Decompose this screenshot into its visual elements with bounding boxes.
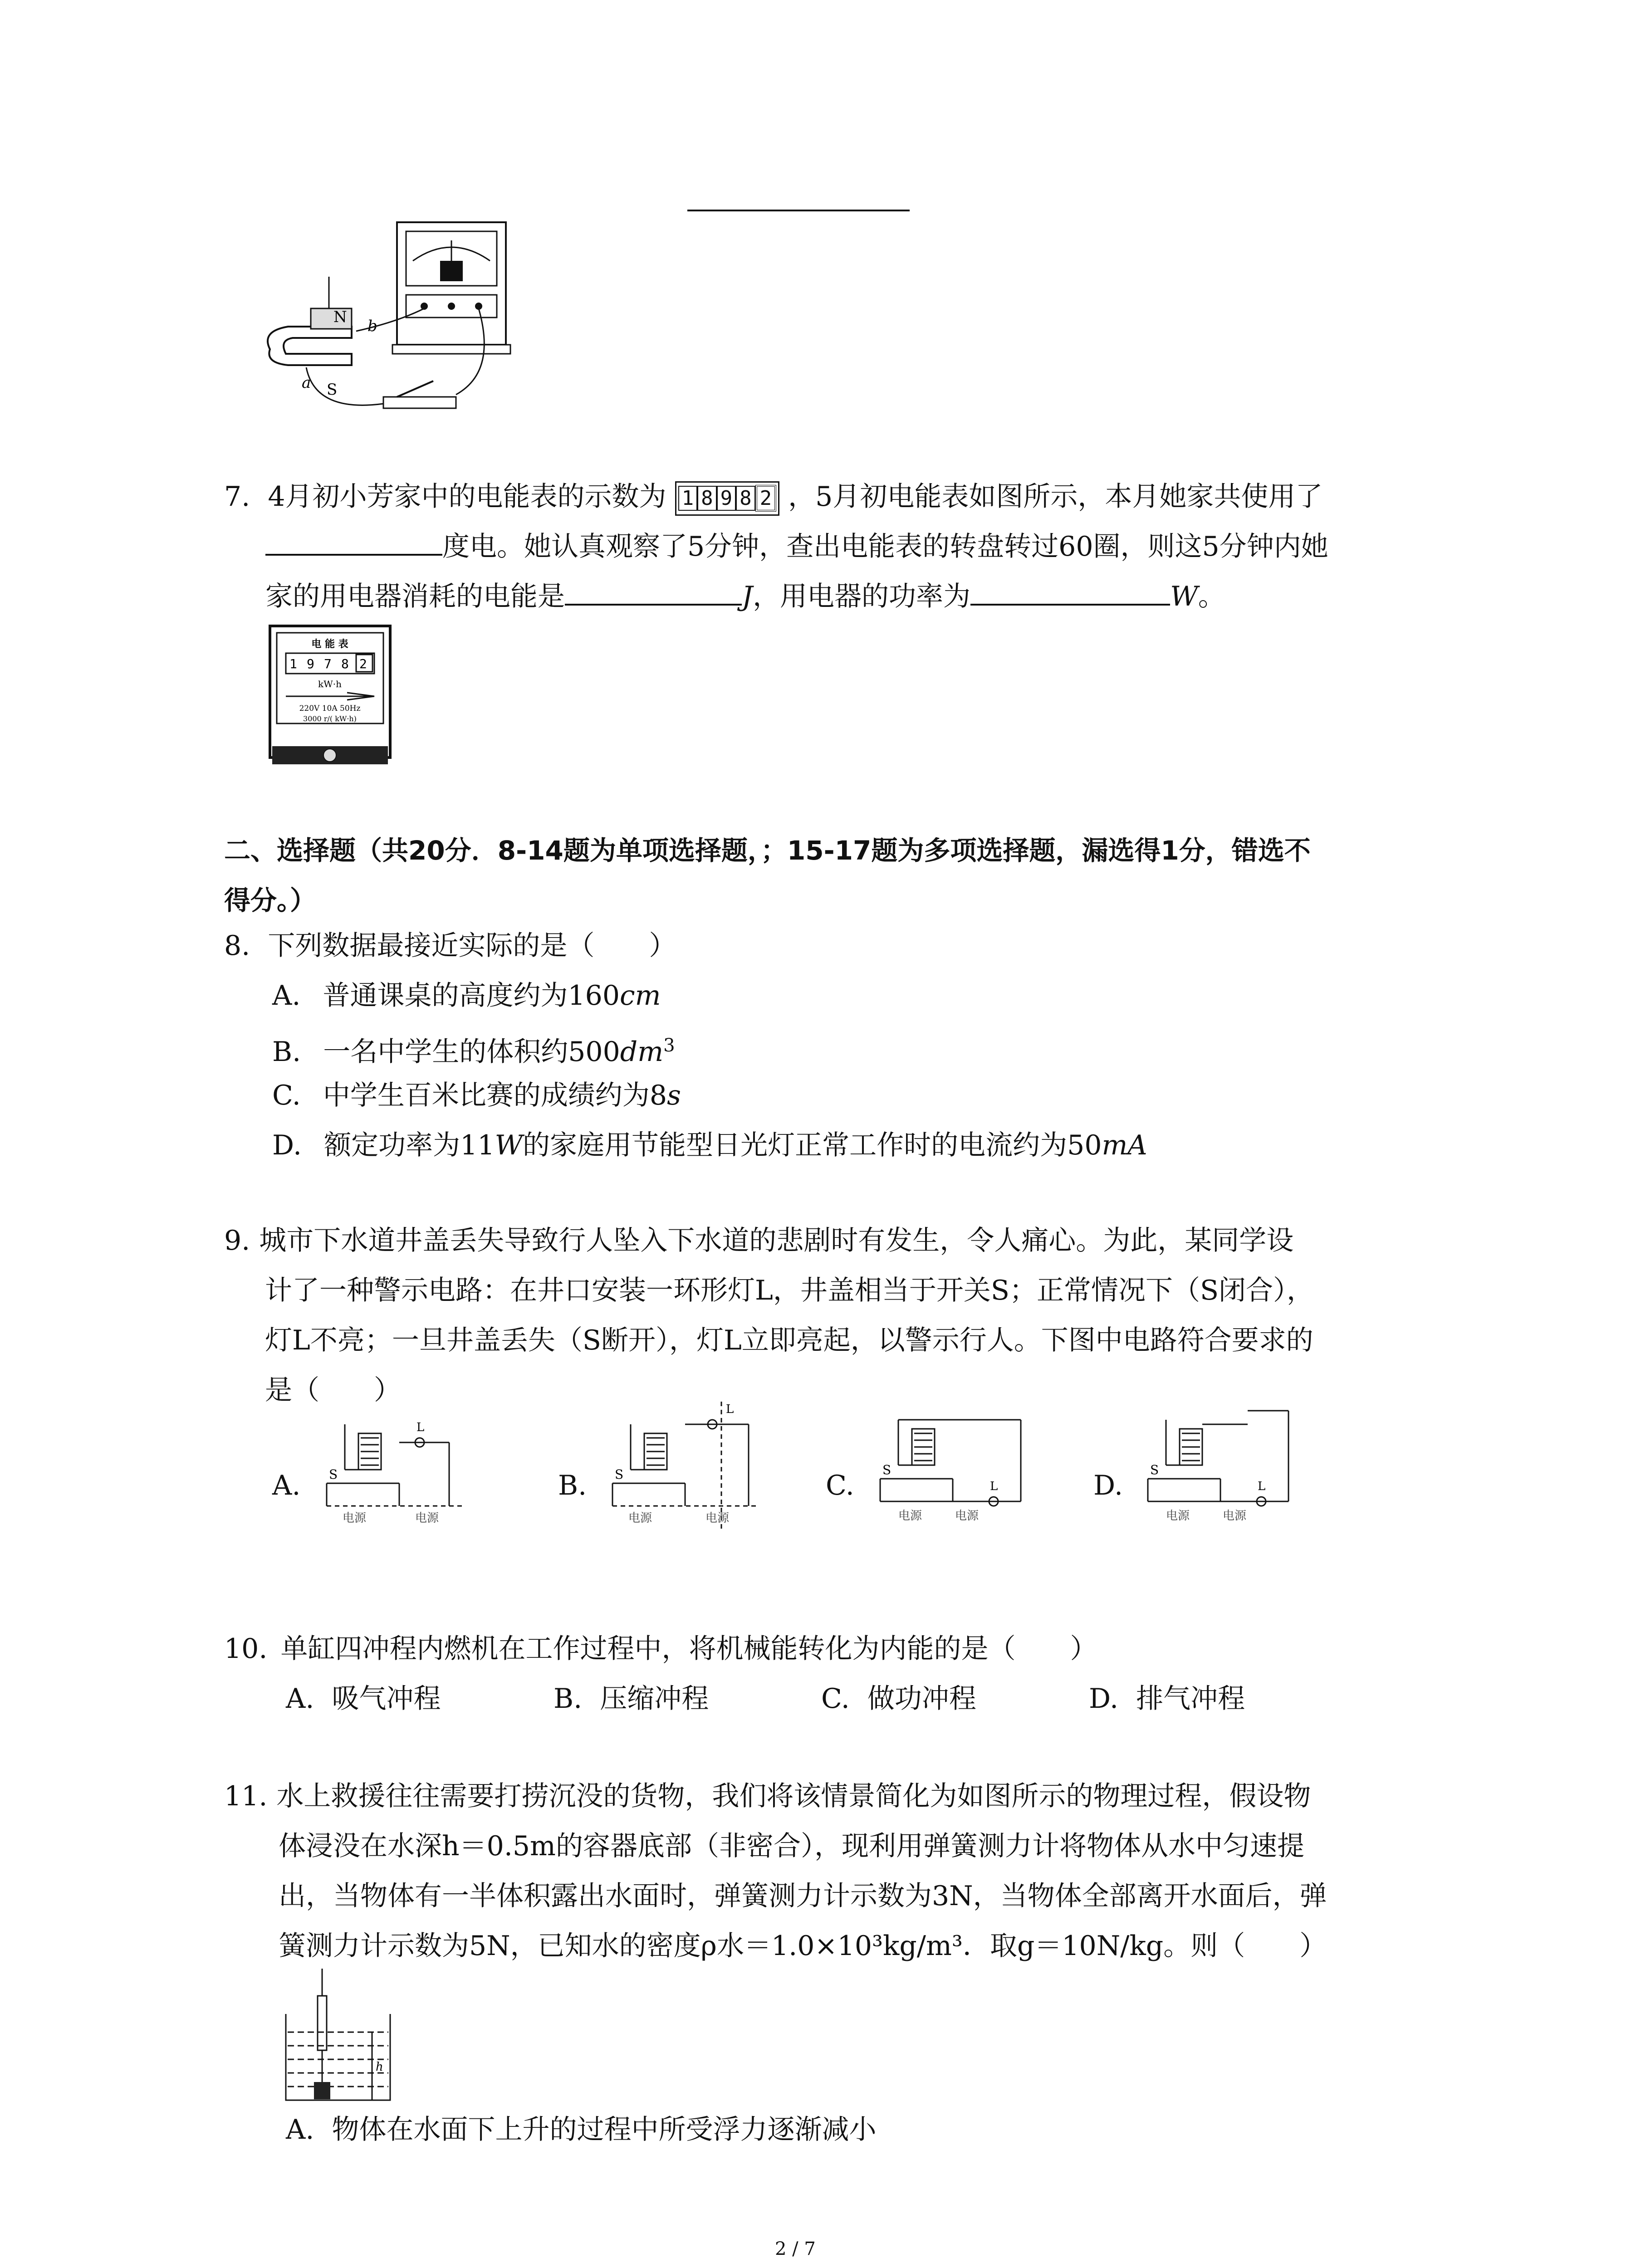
option-label: D. <box>272 1129 302 1161</box>
question-text: 4月初小芳家中的电能表的示数为 <box>268 481 666 513</box>
unit-label: cm <box>620 980 661 1012</box>
circuit-diagram-a <box>318 1415 481 1529</box>
question-number: 8. <box>224 930 250 962</box>
option-text: 物体在水面下上升的过程中所受浮力逐渐减小 <box>332 2114 877 2146</box>
meter-reading-inline <box>675 481 780 516</box>
container-spring-scale-figure <box>281 1969 399 2105</box>
option-d[interactable] <box>1089 1674 1245 1724</box>
option-c[interactable] <box>272 1070 681 1120</box>
circuit-diagram-c <box>871 1411 1034 1529</box>
meter-digit: 1 <box>678 486 698 511</box>
answer-blank-top <box>687 210 910 211</box>
question-text: 水上救援往往需要打捞沉没的货物，我们将该情景简化为如图所示的物理过程，假设物 <box>276 1780 1311 1812</box>
meter-digit: 8 <box>736 486 755 511</box>
power-source-label: 电源 <box>343 1511 367 1525</box>
question-text: ，用电器的功率为 <box>753 581 971 612</box>
wire-label-a: a <box>302 374 311 392</box>
power-source-label: 电源 <box>898 1509 922 1523</box>
option-text: 中学生百米比赛的成绩约为8 <box>323 1080 667 1111</box>
option-text: 压缩冲程 <box>600 1683 709 1715</box>
power-source-label: 电源 <box>955 1509 979 1523</box>
unit-label: W <box>1170 581 1198 612</box>
option-text: 做功冲程 <box>867 1683 976 1715</box>
option-label: D. <box>1089 1683 1119 1715</box>
power-source-label: 电源 <box>628 1511 652 1525</box>
unit-label: s <box>667 1080 681 1111</box>
question-text: 家的用电器消耗的电能是 <box>265 581 565 612</box>
question-text: 体浸没在水深h＝0.5m的容器底部（非密合），现利用弹簧测力计将物体从水中匀速提 <box>279 1830 1304 1862</box>
magnet-label-n: N <box>333 308 347 326</box>
option-a[interactable] <box>286 2105 876 2155</box>
meter-rate: 3000 r/( kW·h) <box>303 714 357 723</box>
meter-digit: 1 <box>289 656 297 671</box>
meter-digit-decimal: 2 <box>359 656 367 671</box>
question-number: 10. <box>224 1633 268 1665</box>
section-heading-line-1: 二、选择题（共20分．8-14题为单项选择题，；15-17题为多项选择题，漏选得1分，错选不 <box>224 835 1311 866</box>
option-c[interactable] <box>821 1674 976 1724</box>
question-number: 7. <box>224 481 250 513</box>
question-10 <box>224 1624 1097 1674</box>
electric-meter-figure <box>268 624 392 771</box>
unit-label: dm <box>620 1036 664 1068</box>
unit-label: W <box>495 1129 523 1161</box>
switch-label: S <box>329 1467 338 1482</box>
lamp-label: L <box>990 1480 998 1493</box>
depth-label: h <box>376 2060 383 2074</box>
option-label: B. <box>554 1683 583 1715</box>
power-source-label: 电源 <box>415 1511 439 1525</box>
meter-digit-decimal: 2 <box>755 485 777 512</box>
unit-label: mA <box>1102 1129 1147 1161</box>
circuit-option-b-label[interactable]: B. <box>558 1470 587 1501</box>
question-7-line-1 <box>224 472 1323 522</box>
answer-blank[interactable] <box>970 577 1170 606</box>
meter-digit: 8 <box>697 486 717 511</box>
meter-digit: 7 <box>324 656 332 671</box>
answer-blank[interactable] <box>265 527 442 556</box>
power-source-label: 电源 <box>1223 1509 1247 1523</box>
option-d[interactable] <box>272 1120 1147 1170</box>
question-11 <box>224 1771 1327 1971</box>
lamp-label: L <box>1258 1480 1266 1493</box>
page-number: 2 / 7 <box>775 2239 816 2259</box>
option-text: 吸气冲程 <box>332 1683 441 1715</box>
circuit-diagram-d <box>1139 1406 1302 1529</box>
question-number: 11. <box>224 1780 268 1812</box>
power-source-label: 电源 <box>705 1511 730 1525</box>
meter-digit: 9 <box>307 656 314 671</box>
option-text: 的家庭用节能型日光灯正常工作时的电流约为50 <box>523 1129 1102 1161</box>
wire-label-b: b <box>367 317 377 335</box>
option-text: 排气冲程 <box>1136 1683 1245 1715</box>
switch-label: S <box>615 1467 624 1482</box>
option-text: 一名中学生的体积约500 <box>323 1036 620 1068</box>
magnet-label-s: S <box>327 381 338 399</box>
circuit-option-a-label[interactable]: A. <box>272 1470 301 1501</box>
option-label: C. <box>821 1683 850 1715</box>
meter-specs: 220V 10A 50Hz <box>299 704 361 713</box>
question-7-line-2 <box>265 522 1328 572</box>
switch-label: S <box>882 1462 892 1477</box>
question-text: 度电。她认真观察了5分钟，查出电能表的转盘转过60圈，则这5分钟内她 <box>442 531 1328 562</box>
option-text: 普通课桌的高度约为160 <box>323 980 620 1012</box>
question-number: 9. <box>224 1225 250 1256</box>
option-text: 额定功率为11 <box>324 1129 495 1161</box>
question-9 <box>224 1216 1314 1415</box>
option-label: B. <box>272 1036 301 1068</box>
question-text: 计了一种警示电路：在井口安装一环形灯L，井盖相当于开关S；正常情况下（S闭合）， <box>265 1275 1314 1306</box>
answer-blank[interactable] <box>565 577 742 606</box>
question-text: 下列数据最接近实际的是（ ） <box>268 930 676 962</box>
question-text: 簧测力计示数为5N，已知水的密度ρ水＝1.0×10³kg/m³．取g＝10N/kg。则（ ） <box>279 1930 1327 1962</box>
section-heading-line-2: 得分。） <box>224 885 317 916</box>
circuit-option-c-label[interactable]: C. <box>826 1470 854 1501</box>
unit-exponent: 3 <box>663 1035 675 1056</box>
question-text: ，5月初电能表如图所示，本月她家共使用了 <box>788 481 1323 513</box>
lamp-label: L <box>726 1403 734 1416</box>
meter-digit: 8 <box>341 656 349 671</box>
question-7-line-3 <box>265 572 1225 621</box>
meter-title: 电 能 表 <box>311 638 348 650</box>
section-heading <box>224 826 1311 925</box>
question-text: 城市下水道井盖丢失导致行人坠入下水道的悲剧时有发生，令人痛心。为此，某同学设 <box>259 1225 1294 1256</box>
galvanometer-figure <box>261 218 519 426</box>
option-label: A. <box>286 2114 314 2146</box>
meter-unit: kW·h <box>318 679 342 689</box>
option-b[interactable] <box>272 1021 675 1077</box>
question-8 <box>224 921 676 971</box>
question-text: 出，当物体有一半体积露出水面时，弹簧测力计示数为3N，当物体全部离开水面后，弹 <box>279 1880 1327 1912</box>
option-a[interactable] <box>286 1674 441 1724</box>
option-label: A. <box>272 980 301 1012</box>
unit-label: J <box>742 581 753 612</box>
question-text: 单缸四冲程内燃机在工作过程中，将机械能转化为内能的是（ ） <box>280 1633 1097 1665</box>
lamp-label: L <box>416 1421 425 1434</box>
question-text: 是（ ） <box>265 1374 401 1406</box>
circuit-option-d-label[interactable]: D. <box>1093 1470 1123 1501</box>
option-label: A. <box>286 1683 314 1715</box>
circuit-diagram-b <box>603 1397 767 1533</box>
meter-digit: 9 <box>717 486 736 511</box>
power-source-label: 电源 <box>1166 1509 1190 1523</box>
option-label: C. <box>272 1080 301 1111</box>
option-b[interactable] <box>554 1674 709 1724</box>
switch-label: S <box>1150 1462 1159 1477</box>
question-text: 。 <box>1198 581 1225 612</box>
option-a[interactable] <box>272 971 661 1021</box>
question-text: 灯L不亮；一旦井盖丢失（S断开），灯L立即亮起，以警示行人。下图中电路符合要求的 <box>265 1325 1313 1356</box>
